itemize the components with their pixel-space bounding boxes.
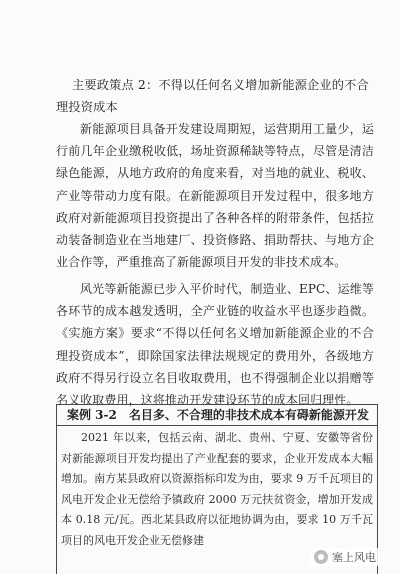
case-body: 2021 年以来，包括云南、湖北、贵州、宁夏、安徽等省份对新能源项目开发均提出了产业配套的要求，企业开发成本大幅增加。南方某县政府以资源指标印发为由，要求 9 万千瓦项目的风电开发企业无偿给予镇政府 2000 万元扶贫资金，增加开发成本 0.18 元/瓦。西北某县政府以征地协调为由，要求 10 万千瓦项目的风电开发企业无偿修建 <box>61 431 373 547</box>
watermark-text: 塞上风电 <box>332 551 376 564</box>
paragraph-2: 风光等新能源已步入平价时代，制造业、EPC、运维等各环节的成本越发透明，全产业链的收益水平也逐步趋微。《实施方案》要求“不得以任何名义增加新能源企业的不合理投资成本”，即除国家法律法规规定的费用外，各级地方政府不得另行设立名目收取费用，也不得强制企业以捐赠等名义收取费用，这将推动开发建设环节的成本回归理性。 <box>56 282 374 408</box>
wechat-account-icon <box>314 550 328 564</box>
case-title: 案例 3-2 名目多、不合理的非技术成本有碍新能源开发 <box>57 405 377 426</box>
watermark <box>310 548 380 566</box>
paragraph-1: 新能源项目具备开发建设周期短，运营期用工量少，运行前几年企业缴税收低，场址资源稀缺等特点，尽管是清洁绿色能源，从地方政府的角度来看，对当地的就业、税收、产业等带动力度有限。在新能源项目开发过程中，很多地方政府对新能源项目投资提出了各种各样的附带条件，包括拉动装备制造业在当地建厂、投资修路、捐助帮扶、与地方企业合作等，严重推高了新能源项目开发的非技术成本。 <box>56 122 374 270</box>
section-heading: 主要政策点 2：不得以任何名义增加新能源企业的不合理投资成本 <box>56 78 369 114</box>
